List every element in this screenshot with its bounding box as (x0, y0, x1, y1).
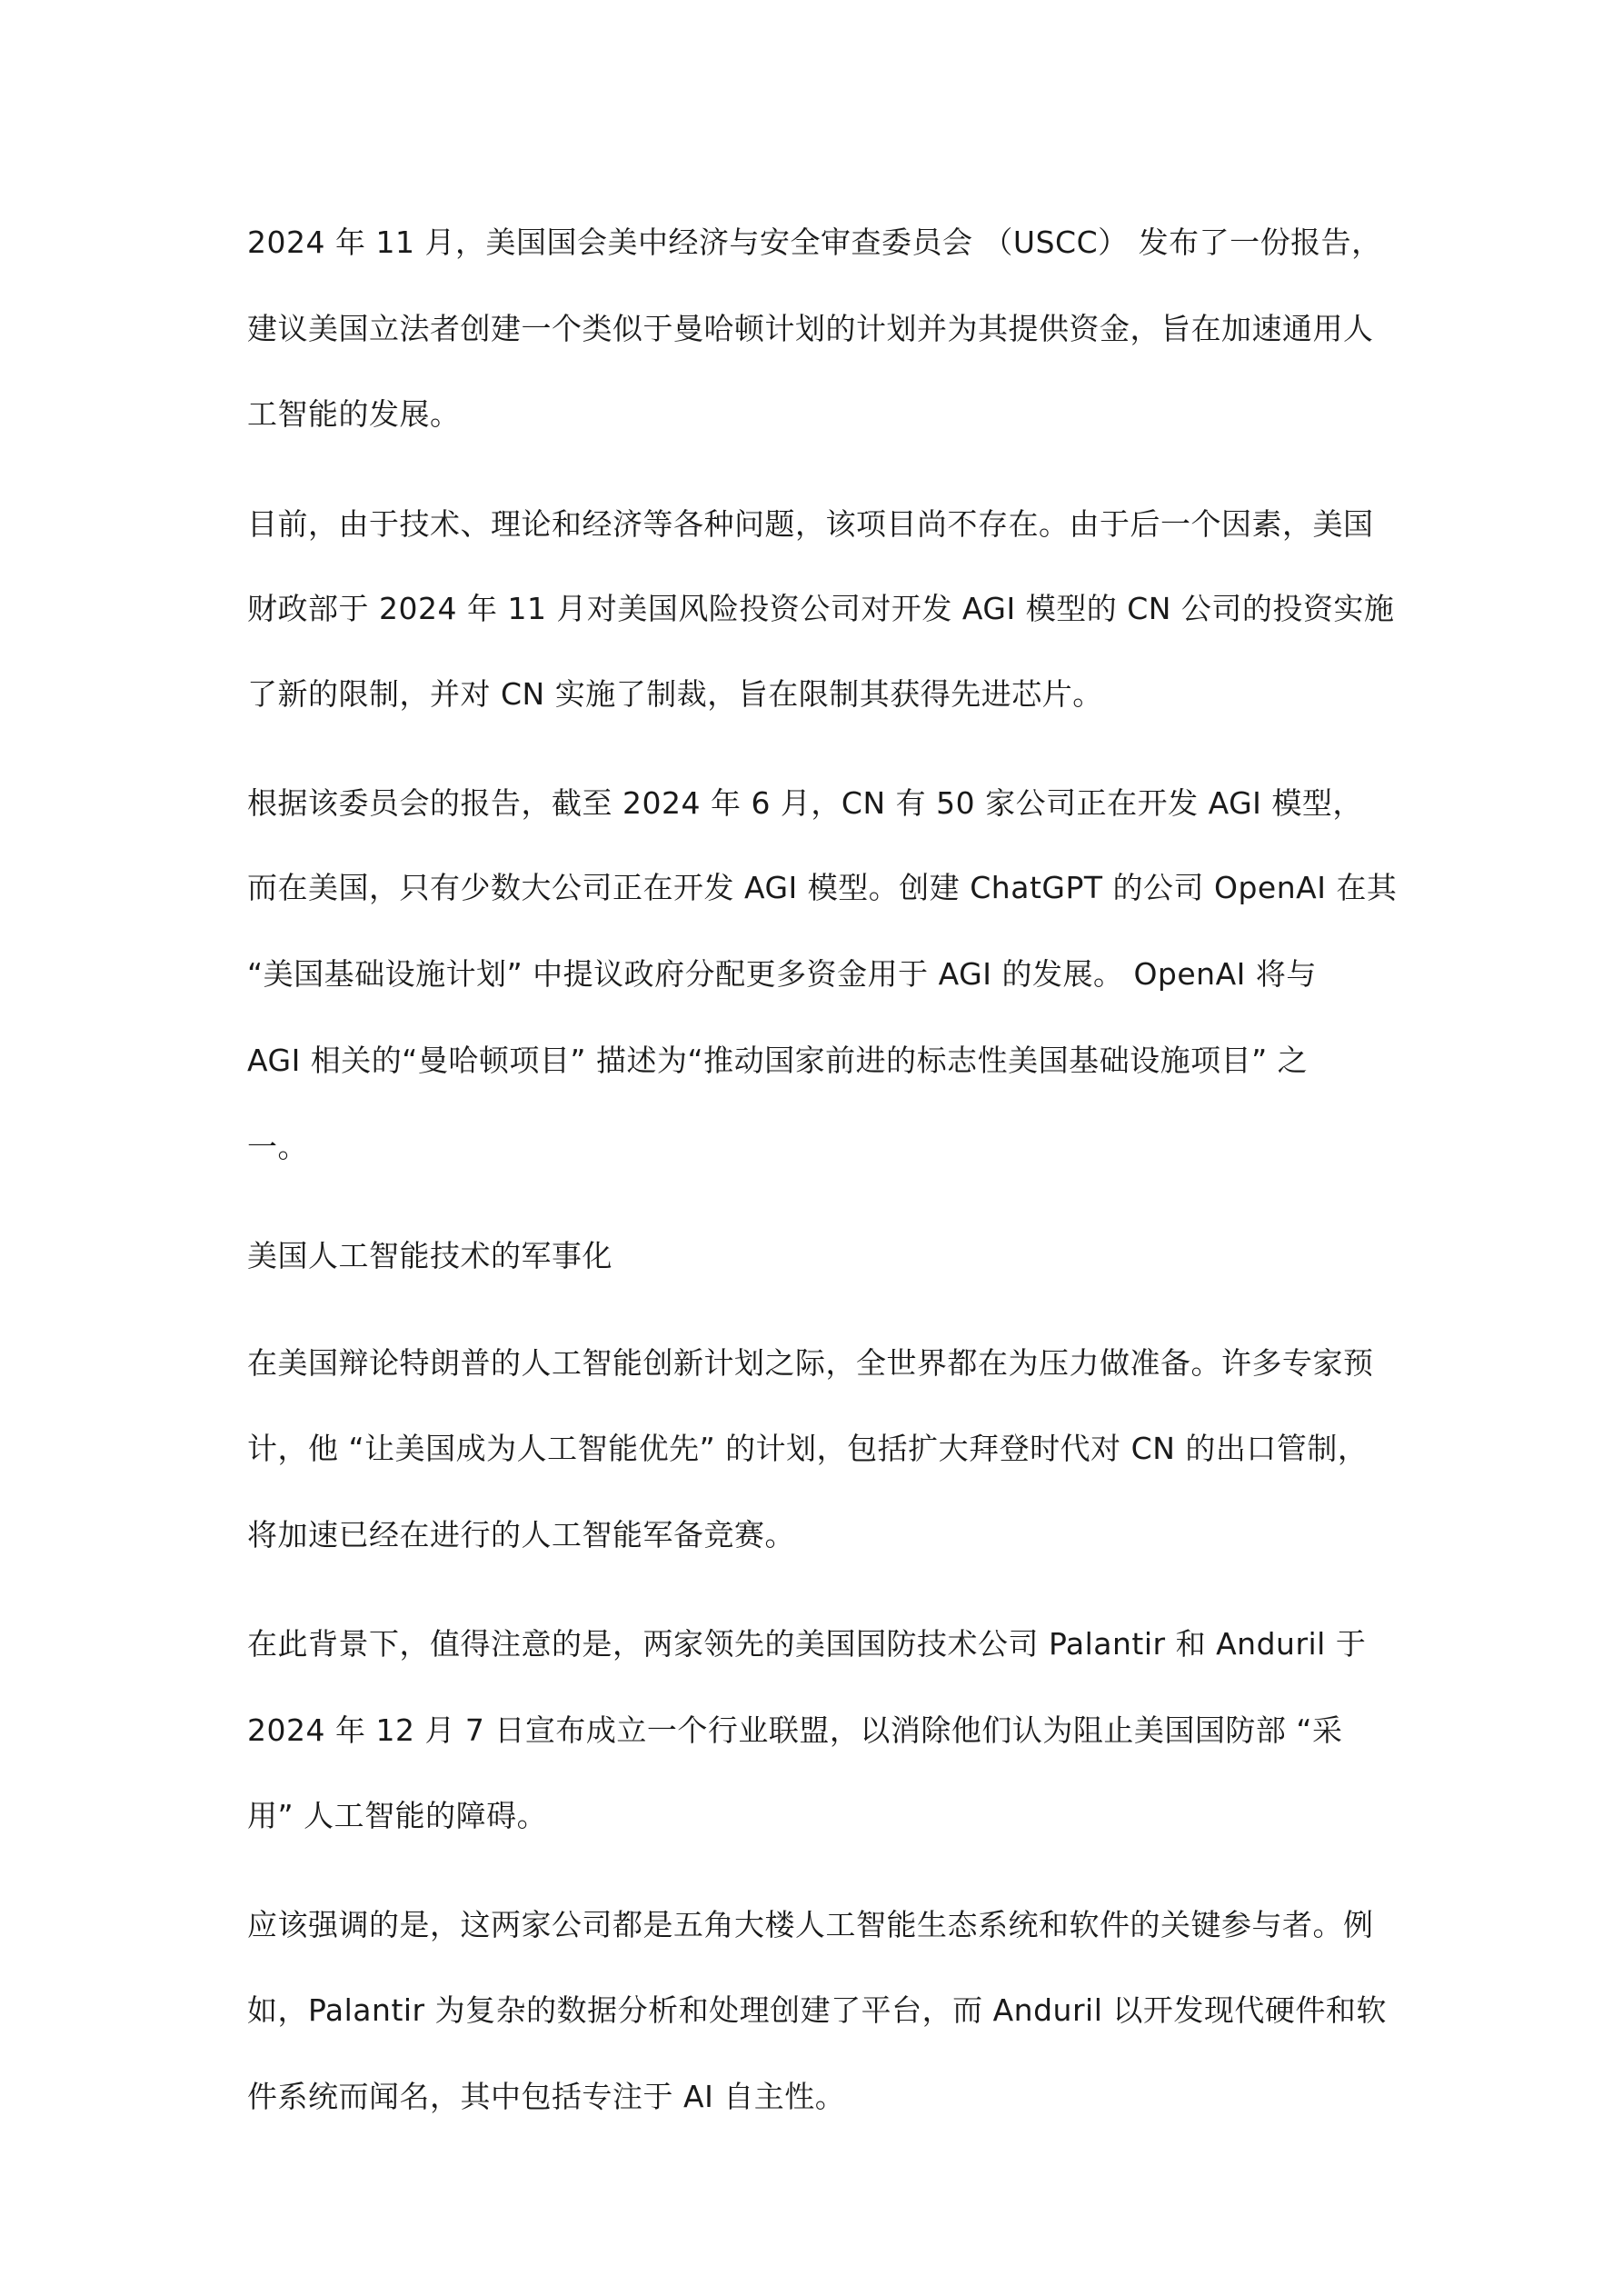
paragraph-2-line-2: 财政部于 2024 年 11 月对美国风险投资公司对开发 AGI 模型的 CN 公司的投资实施 (247, 591, 1395, 626)
paragraph-3-line-2: 而在美国，只有少数大公司正在开发 AGI 模型。创建 ChatGPT 的公司 OpenAI 在其 (247, 870, 1398, 905)
paragraph-3-line-5: 一。 (247, 1129, 308, 1164)
paragraph-3-line-4: AGI 相关的“曼哈顿项目” 描述为“推动国家前进的标志性美国基础设施项目” 之 (247, 1043, 1309, 1078)
paragraph-6-line-3: 件系统而闻名，其中包括专注于 AI 自主性。 (247, 2079, 846, 2114)
paragraph-2-line-3: 了新的限制，并对 CN 实施了制裁，旨在限制其获得先进芯片。 (247, 676, 1103, 712)
paragraph-3-line-1: 根据该委员会的报告，截至 2024 年 6 月，CN 有 50 家公司正在开发 AGI 模型， (247, 785, 1363, 821)
paragraph-4-line-3: 将加速已经在进行的人工智能军备竞赛。 (247, 1517, 795, 1552)
paragraph-1-line-1: 2024 年 11 月，美国国会美中经济与安全审查委员会 （USCC） 发布了一份报告， (247, 225, 1382, 260)
paragraph-1-line-3: 工智能的发展。 (247, 396, 461, 432)
paragraph-6-line-1: 应该强调的是，这两家公司都是五角大楼人工智能生态系统和软件的关键参与者。例 (247, 1907, 1374, 1942)
paragraph-5-line-1: 在此背景下，值得注意的是，两家领先的美国国防技术公司 Palantir 和 Anduril 于 (247, 1626, 1367, 1662)
paragraph-6-line-2: 如，Palantir 为复杂的数据分析和处理创建了平台，而 Anduril 以开发现代硬件和软 (247, 1992, 1387, 2028)
paragraph-5-line-2: 2024 年 12 月 7 日宣布成立一个行业联盟，以消除他们认为阻止美国国防部 “采 (247, 1712, 1343, 1748)
paragraph-5-line-3: 用” 人工智能的障碍。 (247, 1798, 548, 1833)
section-heading: 美国人工智能技术的军事化 (247, 1238, 612, 1273)
paragraph-2-line-1: 目前，由于技术、理论和经济等各种问题，该项目尚不存在。由于后一个因素，美国 (247, 506, 1374, 542)
paragraph-3-line-3: “美国基础设施计划” 中提议政府分配更多资金用于 AGI 的发展。 OpenAI 将与 (247, 956, 1317, 992)
paragraph-1-line-2: 建议美国立法者创建一个类似于曼哈顿计划的计划并为其提供资金，旨在加速通用人 (247, 311, 1374, 346)
paragraph-4-line-2: 计，他 “让美国成为人工智能优先” 的计划，包括扩大拜登时代对 CN 的出口管制， (247, 1431, 1369, 1466)
paragraph-4-line-1: 在美国辩论特朗普的人工智能创新计划之际，全世界都在为压力做准备。许多专家预 (247, 1345, 1374, 1381)
